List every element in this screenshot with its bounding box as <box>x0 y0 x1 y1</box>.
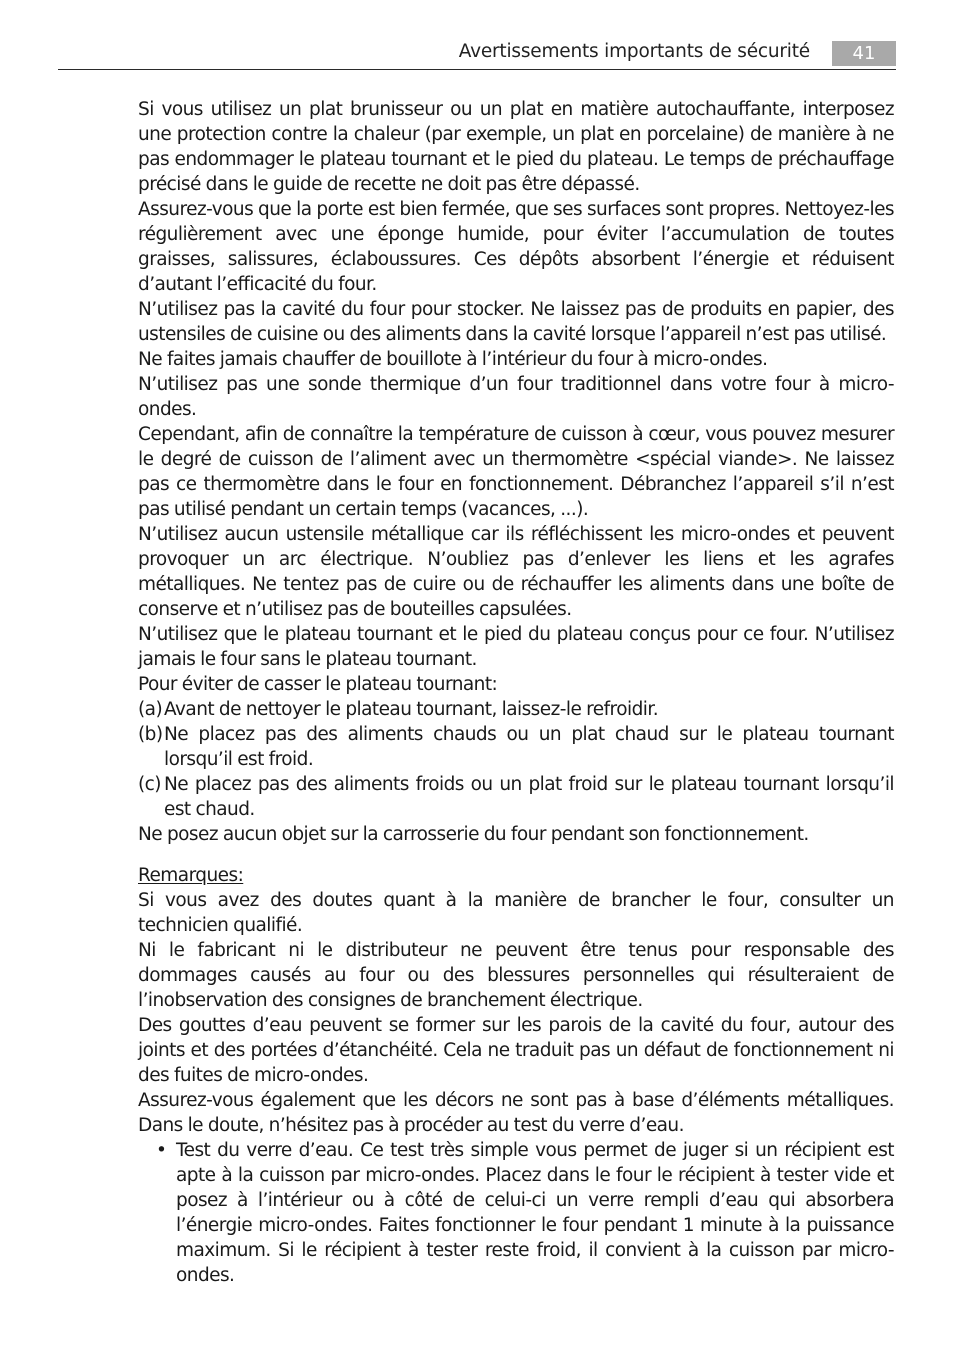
paragraph-porte: Assurez-vous que la porte est bien fermée, que ses surfaces sont propres. Nettoyez-les régulièrement avec une éponge humide, pour éviter l’accumulation de toutes graisses, salissures, éclaboussures. Ces dépôts absorbent l’énergie et réduisent d’autant l’efficacité du four. <box>138 199 894 295</box>
list-marker: (c) <box>138 774 161 795</box>
remark-decors: Assurez-vous également que les décors ne sont pas à base d’éléments métalliques. Dans le doute, n’hésitez pas à procéder au test du verre d’eau. <box>138 1090 894 1136</box>
remark-fabricant: Ni le fabricant ni le distributeur ne peuvent être tenus pour responsable des dommages causés au four ou des blessures personnelles qui résulteraient de l’inobservation des consignes de branchement électrique. <box>138 940 894 1011</box>
remark-technicien: Si vous avez des doutes quant à la manière de brancher le four, consulter un technicien qualifié. <box>138 890 894 936</box>
page-number: 41 <box>832 41 896 66</box>
paragraph-brunisseur: Si vous utilisez un plat brunisseur ou un plat en matière autochauffante, interposez une protection contre la chaleur (par exemple, un plat en porcelaine) de manière à ne pas endommager le plateau tournant et le pied du plateau. Le temps de préchauffage précisé dans le guide de recette ne doit pas être dépassé. <box>138 99 894 195</box>
paragraph-carrosserie: Ne posez aucun objet sur la carrosserie du four pendant son fonctionnement. <box>138 824 809 845</box>
list-item-text: Ne placez pas des aliments chauds ou un plat chaud sur le plateau tournant lorsqu’il est froid. <box>164 724 894 770</box>
list-item <box>138 697 894 722</box>
remarks-heading: Remarques: <box>138 865 244 886</box>
paragraph-metallique: N’utilisez aucun ustensile métallique car ils réfléchissent les micro-ondes et peuvent provoquer un arc électrique. N’oubliez pas d’enlever les liens et les agrafes métalliques. Ne tentez pas de cuire ou de réchauffer les aliments dans une boîte de conserve et n’utilisez pas de bouteilles capsulées. <box>138 524 894 620</box>
plateau-list <box>138 697 894 822</box>
list-marker: (b) <box>138 724 163 745</box>
paragraph-plateau: N’utilisez que le plateau tournant et le pied du plateau conçus pour ce four. N’utilisez jamais le four sans le plateau tournant. <box>138 624 894 670</box>
bullet-text: Test du verre d’eau. Ce test très simple vous permet de juger si un récipient est apte à la cuisson par micro-ondes. Placez dans le four le récipient à tester vide et posez à l’intérieur ou à côté de celui-ci un verre rempli d’eau qui absorbera l’énergie micro-ondes. Faites fonctionner le four pendant 1 minute à la puissance maximum. Si le récipient à tester reste froid, il convient à la cuisson par micro-ondes. <box>176 1140 894 1286</box>
header-title: Avertissements importants de sécurité <box>458 41 810 62</box>
bullet-icon: • <box>156 1140 167 1161</box>
paragraph-bouillote: Ne faites jamais chauffer de bouillote à l’intérieur du four à micro-ondes. <box>138 349 768 370</box>
list-item <box>138 772 894 822</box>
list-item <box>138 722 894 772</box>
page-body <box>138 97 894 1288</box>
paragraph-casser: Pour éviter de casser le plateau tournant: <box>138 674 498 695</box>
paragraph-cavite: N’utilisez pas la cavité du four pour stocker. Ne laissez pas de produits en papier, des ustensiles de cuisine ou des aliments dans la cavité lorsque l’appareil n’est pas utilisé. <box>138 299 894 345</box>
paragraph-thermometre: Cependant, afin de connaître la température de cuisson à cœur, vous pouvez mesurer le degré de cuisson de l’aliment avec un thermomètre <spécial viande>. Ne laissez pas ce thermomètre dans le four en fonctionnement. Débranchez l’appareil s’il n’est pas utilisé pendant un certain temps (vacances, ...). <box>138 424 894 520</box>
list-item-text: Avant de nettoyer le plateau tournant, laissez-le refroidir. <box>164 699 659 720</box>
list-marker: (a) <box>138 699 163 720</box>
page-header <box>58 38 896 70</box>
remark-gouttes: Des gouttes d’eau peuvent se former sur les parois de la cavité du four, autour des joints et des portées d’étanchéité. Cela ne traduit pas un défaut de fonctionnement ni des fuites de micro-ondes. <box>138 1015 894 1086</box>
bullet-item-test-verre <box>138 1138 894 1288</box>
paragraph-sonde: N’utilisez pas une sonde thermique d’un four traditionnel dans votre four à micro-ondes. <box>138 374 894 420</box>
list-item-text: Ne placez pas des aliments froids ou un plat froid sur le plateau tournant lorsqu’il est chaud. <box>164 774 894 820</box>
